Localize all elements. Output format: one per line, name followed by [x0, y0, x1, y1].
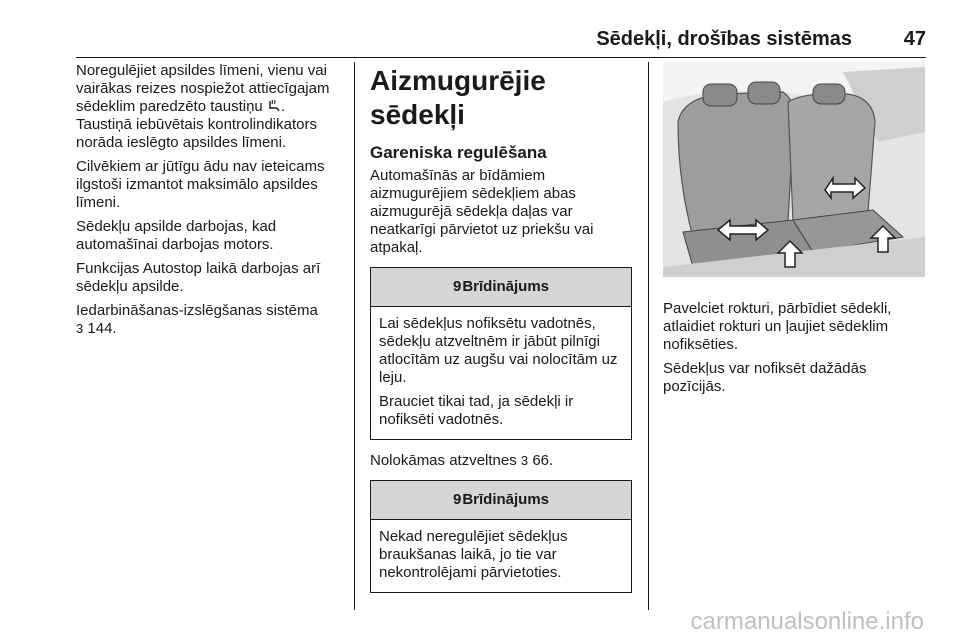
warning-text: Brauciet tikai tad, ja sēdekļi ir nofiksēti vadotnēs. — [379, 393, 574, 428]
warning-header — [371, 481, 631, 520]
paragraph-sensitive-skin: Cilvēkiem ar jūtīgu ādu nav ieteicams ilgstoši izmantot maksimālo apsildes līmeni. — [76, 158, 325, 211]
warning-body — [371, 520, 631, 592]
column-right — [663, 62, 925, 402]
seat-heating-icon — [267, 99, 281, 113]
paragraph-engine-running: Sēdekļu apsilde darbojas, kad automašīnai darbojas motors. — [76, 218, 277, 253]
page-ref-number[interactable]: 66. — [532, 452, 554, 469]
subsection-heading: Gareniska regulēšana — [370, 143, 547, 162]
warning-box — [370, 267, 632, 440]
warning-body — [371, 307, 631, 439]
paragraph-positions: Sēdekļus var nofiksēt dažādās pozīcijās. — [663, 360, 867, 395]
page-number: 47 — [903, 28, 926, 50]
page-title: Sēdekļi, drošības sistēmas — [596, 28, 852, 50]
paragraph-heat-level: Noregulējiet apsildes līmeni, vienu vai vairākas reizes nospiežot attiecīgajam sēdeklim paredzēto taustiņu . Taustiņā iebūvētais kontrolindikators norāda ieslēgto apsildes līmeni. — [76, 62, 330, 151]
paragraph-intro: Automašīnās ar bīdāmiem aizmugurējiem sēdekļiem abas aizmugurējā sēdekļa daļas var neatkarīgi pārvietot uz priekšu vai atpakaļ. — [370, 167, 594, 256]
warning-header — [371, 268, 631, 307]
warning-icon: 9 — [452, 278, 462, 295]
warning-text: Lai sēdekļus nofiksētu vadotnēs, sēdekļu atzveltnēm ir jābūt pilnīgi atlocītām uz augšu vai nolocītām uz leju. — [379, 315, 618, 386]
column-middle — [370, 62, 632, 605]
page-ref-number[interactable]: 144. — [87, 320, 117, 337]
warning-box — [370, 480, 632, 593]
watermark: carmanualsonline.info — [690, 608, 924, 635]
page-header — [76, 28, 926, 54]
column-divider-left — [354, 62, 355, 610]
paragraph-start-stop-ref: Iedarbināšanas-izslēgšanas sistēma 3 144. — [76, 302, 318, 337]
rear-seat-illustration — [663, 62, 925, 277]
paragraph-instructions: Pavelciet rokturi, pārbīdiet sēdekli, atlaidiet rokturi un ļaujiet sēdeklim nofiksēties. — [663, 300, 892, 353]
page-ref-arrow[interactable]: 3 — [76, 321, 84, 336]
paragraph-autostop: Funkcijas Autostop laikā darbojas arī sēdekļu apsilde. — [76, 260, 321, 295]
column-divider-right — [648, 62, 649, 610]
section-heading: Aizmugurējie sēdekļi — [370, 65, 546, 130]
page-ref-arrow[interactable]: 3 — [520, 453, 529, 468]
header-divider — [76, 57, 926, 58]
warning-title: Brīdinājums — [462, 278, 550, 295]
warning-icon: 9 — [452, 491, 462, 508]
warning-text: Nekad neregulējiet sēdekļus braukšanas laikā, jo tie var nekontrolējami pārvietoties. — [379, 528, 568, 581]
warning-title: Brīdinājums — [462, 491, 550, 508]
paragraph-fold-ref: Nolokāmas atzveltnes 3 66. — [370, 452, 554, 469]
column-left — [76, 62, 342, 344]
